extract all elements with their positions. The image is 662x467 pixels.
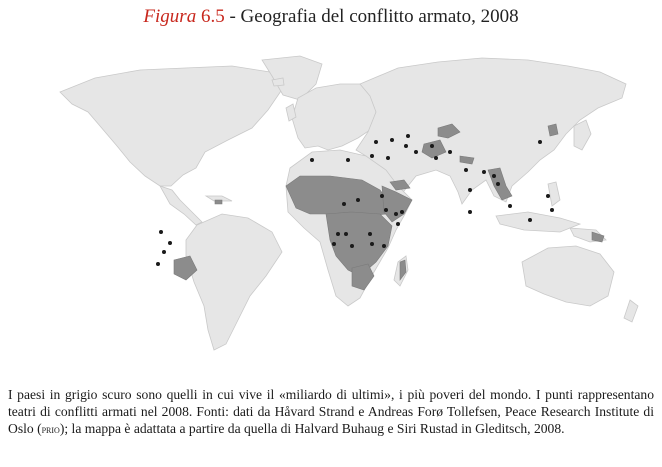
conflict-dot	[492, 174, 496, 178]
conflict-dot	[538, 140, 542, 144]
caption-text-part1: I paesi in grigio scuro sono quelli in cui vive il «miliardo di ultimi», i più poveri del mondo. I punti rappresentano teatri di conflitti armati nel 2008. Fonti: dati da Håvard Strand e Andreas Forø Tollefsen, Peace Research Institute di Oslo (	[8, 387, 654, 436]
indonesia	[496, 212, 580, 232]
figure-caption	[8, 386, 654, 439]
conflict-dot	[368, 232, 372, 236]
conflict-dot	[464, 168, 468, 172]
conflict-dot	[546, 194, 550, 198]
conflict-dot	[434, 156, 438, 160]
conflict-dot	[496, 182, 500, 186]
haiti	[215, 200, 222, 204]
conflict-dot	[482, 170, 486, 174]
conflict-dot	[430, 144, 434, 148]
conflict-dot	[386, 156, 390, 160]
conflict-dot	[394, 212, 398, 216]
conflict-dot	[380, 194, 384, 198]
conflict-dot	[370, 242, 374, 246]
south-america	[186, 214, 282, 350]
conflict-dot	[370, 154, 374, 158]
conflict-dot	[448, 150, 452, 154]
conflict-dot	[414, 150, 418, 154]
conflict-dot	[156, 262, 160, 266]
conflict-dot	[168, 241, 172, 245]
figure-number: 6.5	[200, 6, 225, 27]
australia	[522, 246, 614, 306]
conflict-dot	[374, 140, 378, 144]
conflict-dot	[468, 188, 472, 192]
japan	[574, 120, 591, 150]
conflict-dot	[406, 134, 410, 138]
conflict-dot	[356, 198, 360, 202]
conflict-dot	[528, 218, 532, 222]
world-map	[0, 40, 662, 360]
title-separator: -	[224, 6, 241, 27]
conflict-dot	[344, 232, 348, 236]
caption-text-part2: ); la mappa è adattata a partire da quella di Halvard Buhaug e Siri Rustad in Gleditsch, 2008.	[59, 421, 565, 436]
figure-title	[0, 6, 662, 28]
central-america	[160, 186, 202, 225]
conflict-dot	[310, 158, 314, 162]
conflict-dot	[382, 244, 386, 248]
figure-label: Figura	[143, 6, 197, 27]
conflict-dot	[404, 144, 408, 148]
north-america	[60, 66, 283, 186]
conflict-dot	[384, 208, 388, 212]
conflict-dot	[396, 222, 400, 226]
conflict-dot	[468, 210, 472, 214]
conflict-dot	[346, 158, 350, 162]
conflict-dot	[342, 202, 346, 206]
conflict-dot	[336, 232, 340, 236]
north-korea	[548, 124, 558, 136]
conflict-dot	[400, 210, 404, 214]
philippines	[548, 182, 560, 206]
figure-title-text: Geografia del conflitto armato, 2008	[240, 6, 519, 27]
conflict-dot	[390, 138, 394, 142]
conflict-dot	[162, 250, 166, 254]
caption-prio: prio	[41, 424, 60, 436]
conflict-dot	[508, 204, 512, 208]
conflict-dot	[159, 230, 163, 234]
conflict-dot	[550, 208, 554, 212]
conflict-dot	[350, 244, 354, 248]
conflict-dot	[332, 242, 336, 246]
new-zealand	[624, 300, 638, 322]
